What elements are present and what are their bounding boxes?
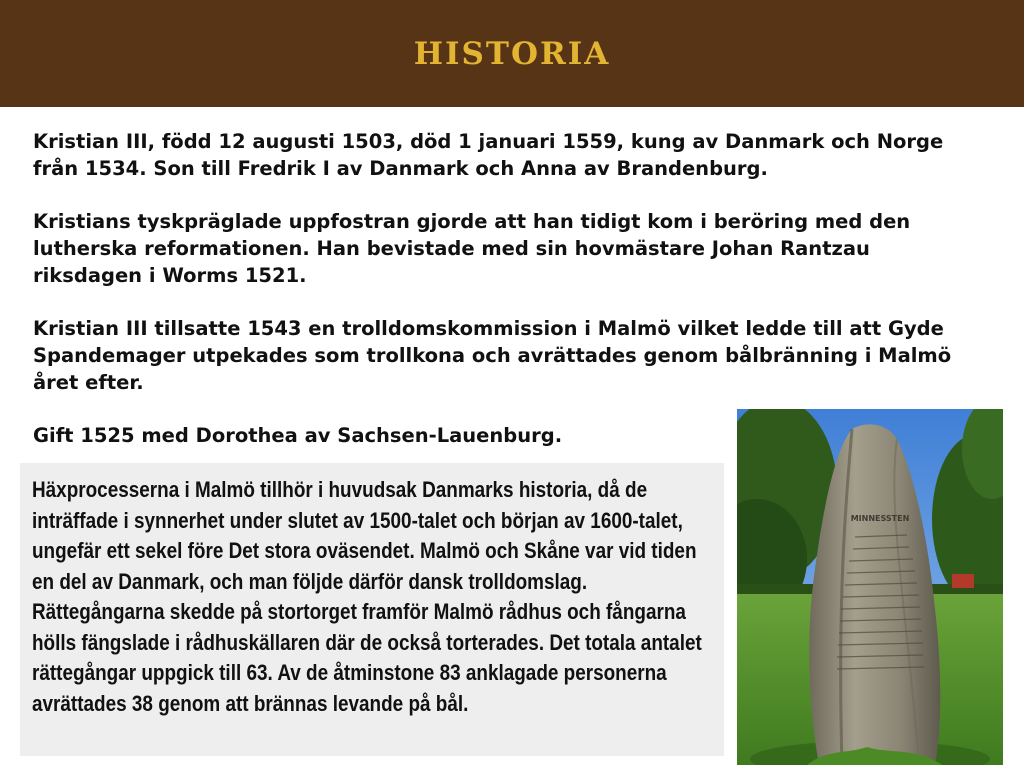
witch-trials-box (20, 463, 724, 756)
paragraph-witch-commission: Kristian III tillsatte 1543 en trolldomskommission i Malmö vilket ledde till att Gyde Spandemager utpekades som trollkona och avrättades genom bålbränning i Malmö året efter. (33, 317, 952, 394)
page-title: HISTORIA (413, 36, 611, 72)
paragraph-upbringing: Kristians tyskpräglade uppfostran gjorde att han tidigt kom i beröring med den lutherska reformationen. Han bevistade med sin hovmästare Johan Rantzau riksdagen i Worms 1521. (33, 210, 911, 287)
memorial-stone-photo (737, 409, 1003, 765)
paragraph-biography: Kristian III, född 12 augusti 1503, död 1 januari 1559, kung av Danmark och Norge från 1534. Son till Fredrik I av Danmark och Anna av Brandenburg. (33, 130, 944, 180)
paragraph-marriage: Gift 1525 med Dorothea av Sachsen-Lauenburg. (33, 424, 563, 447)
stone-inscription-title: MINNESSTEN (850, 514, 910, 523)
witch-trials-text: Häxprocesserna i Malmö tillhör i huvudsak Danmarks historia, då de inträffade i synnerhet under slutet av 1500-talet och början av 1600-talet, ungefär ett sekel före Det stora oväsendet. Malmö och Skåne var vid tiden en del av Danmark, och man följde därför dansk trolldomslag. Rättegångarna skedde på stortorget framför Malmö rådhus och fångarna hölls fängslade i rådhuskällaren där de också torterades. Det totala antalet rättegångar uppgick till 63. Av de åtminstone 83 anklagade personerna avrättades 38 genom att brännas levande på bål. (32, 477, 702, 716)
header-banner (0, 0, 1024, 107)
